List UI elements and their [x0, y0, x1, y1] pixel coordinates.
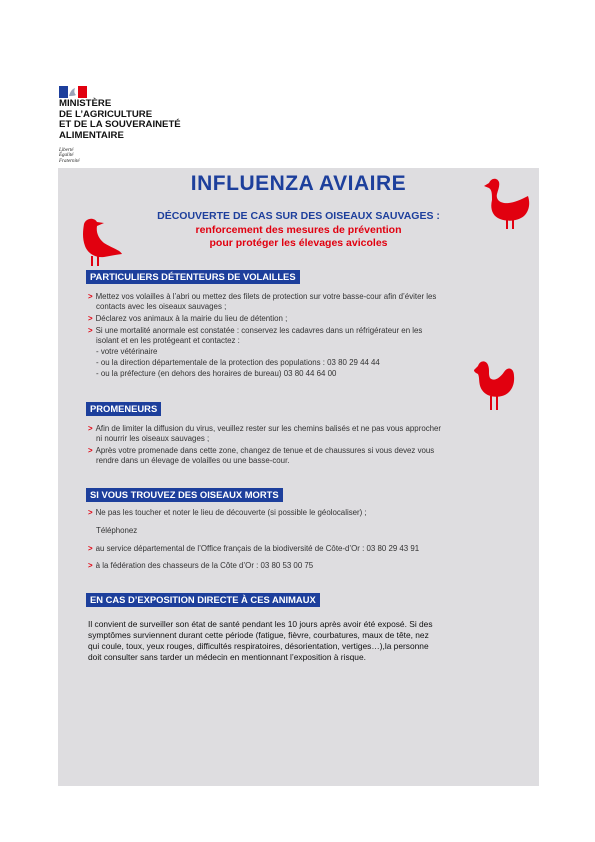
- paragraph-line: symptômes surviennent durant cette période (fatigue, fièvre, courbatures, maux de tête, nez: [88, 630, 429, 640]
- motto-line: Liberté: [59, 148, 74, 153]
- list-item: > Ne pas les toucher et noter le lieu de découverte (si possible le géolocaliser) ;: [88, 508, 367, 517]
- poster-panel: [58, 168, 539, 786]
- list-item: > Mettez vos volailles à l’abri ou mettez des filets de protection sur votre basse-cour afin d’éviter les: [88, 292, 437, 301]
- arrow-icon: >: [88, 446, 93, 455]
- poster-subtitle: DÉCOUVERTE DE CAS SUR DES OISEAUX SAUVAGES :: [157, 210, 440, 222]
- list-item: > à la fédération des chasseurs de la Côte d’Or : 03 80 53 00 75: [88, 561, 314, 570]
- section-header-oiseaux-morts: SI VOUS TROUVEZ DES OISEAUX MORTS: [86, 488, 283, 502]
- poster-red-line: renforcement des mesures de prévention: [195, 224, 402, 236]
- arrow-icon: >: [88, 424, 93, 433]
- paragraph-line: Il convient de surveiller son état de santé pendant les 10 jours après avoir été exposé. Si des: [88, 619, 433, 629]
- hen-icon: [468, 356, 518, 414]
- ministry-name: [59, 99, 181, 141]
- list-item: > Si une mortalité anormale est constatée : conservez les cadavres dans un réfrigérateur en les: [88, 326, 423, 335]
- list-item: > Afin de limiter la diffusion du virus, veuillez rester sur les chemins balisés et ne pas vous approcher: [88, 424, 442, 433]
- arrow-icon: >: [88, 314, 93, 323]
- poster-title: INFLUENZA AVIAIRE: [190, 172, 407, 195]
- list-item: > au service départemental de l’Office français de la biodiversité de Côte-d’Or : 03 80 29 43 91: [88, 544, 420, 553]
- republic-motto: [59, 148, 80, 164]
- list-item-continuation: isolant et en les protégeant et contactez :: [96, 336, 240, 345]
- paragraph-line: doit consulter sans tarder un médecin en mentionnant l’exposition à risque.: [88, 652, 366, 662]
- section-header-exposition: EN CAS D’EXPOSITION DIRECTE À CES ANIMAUX: [86, 593, 320, 607]
- marianne-flag-icon: [59, 86, 87, 98]
- ministry-line: MINISTÈRE: [59, 98, 112, 109]
- arrow-icon: >: [88, 326, 93, 335]
- contact-line: - ou la préfecture (en dehors des horaires de bureau) 03 80 44 64 00: [96, 369, 337, 378]
- motto-line: Égalité: [59, 153, 74, 159]
- contact-line: - votre vétérinaire: [96, 347, 158, 356]
- ministry-line: DE L’AGRICULTURE: [59, 108, 153, 120]
- list-item: > Déclarez vos animaux à la mairie du lieu de détention ;: [88, 314, 288, 323]
- motto-line: Fraternité: [59, 158, 80, 164]
- list-item-continuation: rendre dans un élevage de volailles ou une basse-cour.: [96, 456, 290, 465]
- arrow-icon: >: [88, 561, 93, 570]
- seagull-icon: [74, 210, 124, 270]
- list-item-continuation: contacts avec les oiseaux sauvages ;: [96, 302, 227, 311]
- list-item-continuation: ni nourrir les oiseaux sauvages ;: [96, 434, 210, 443]
- arrow-icon: >: [88, 292, 93, 301]
- section-header-promeneurs: PROMENEURS: [86, 402, 161, 416]
- arrow-icon: >: [88, 508, 93, 517]
- list-item: > Après votre promenade dans cette zone, changez de tenue et de chaussures si vous devez vous: [88, 446, 435, 455]
- duck-icon: [480, 176, 536, 230]
- phone-label: Téléphonez: [96, 526, 138, 535]
- poster-red-line: pour protéger les élevages avicoles: [209, 237, 388, 249]
- ministry-line: ET DE LA SOUVERAINETÉ: [59, 119, 181, 131]
- arrow-icon: >: [88, 544, 93, 553]
- paragraph-line: qui coule, toux, yeux rouges, difficultés respiratoires, désorientation, vertiges…),la personne: [88, 641, 429, 651]
- contact-line: - ou la direction départementale de la protection des populations : 03 80 29 44 44: [96, 358, 380, 367]
- section-header-particuliers: PARTICULIERS DÉTENTEURS DE VOLAILLES: [86, 270, 300, 284]
- ministry-line: ALIMENTAIRE: [59, 129, 124, 141]
